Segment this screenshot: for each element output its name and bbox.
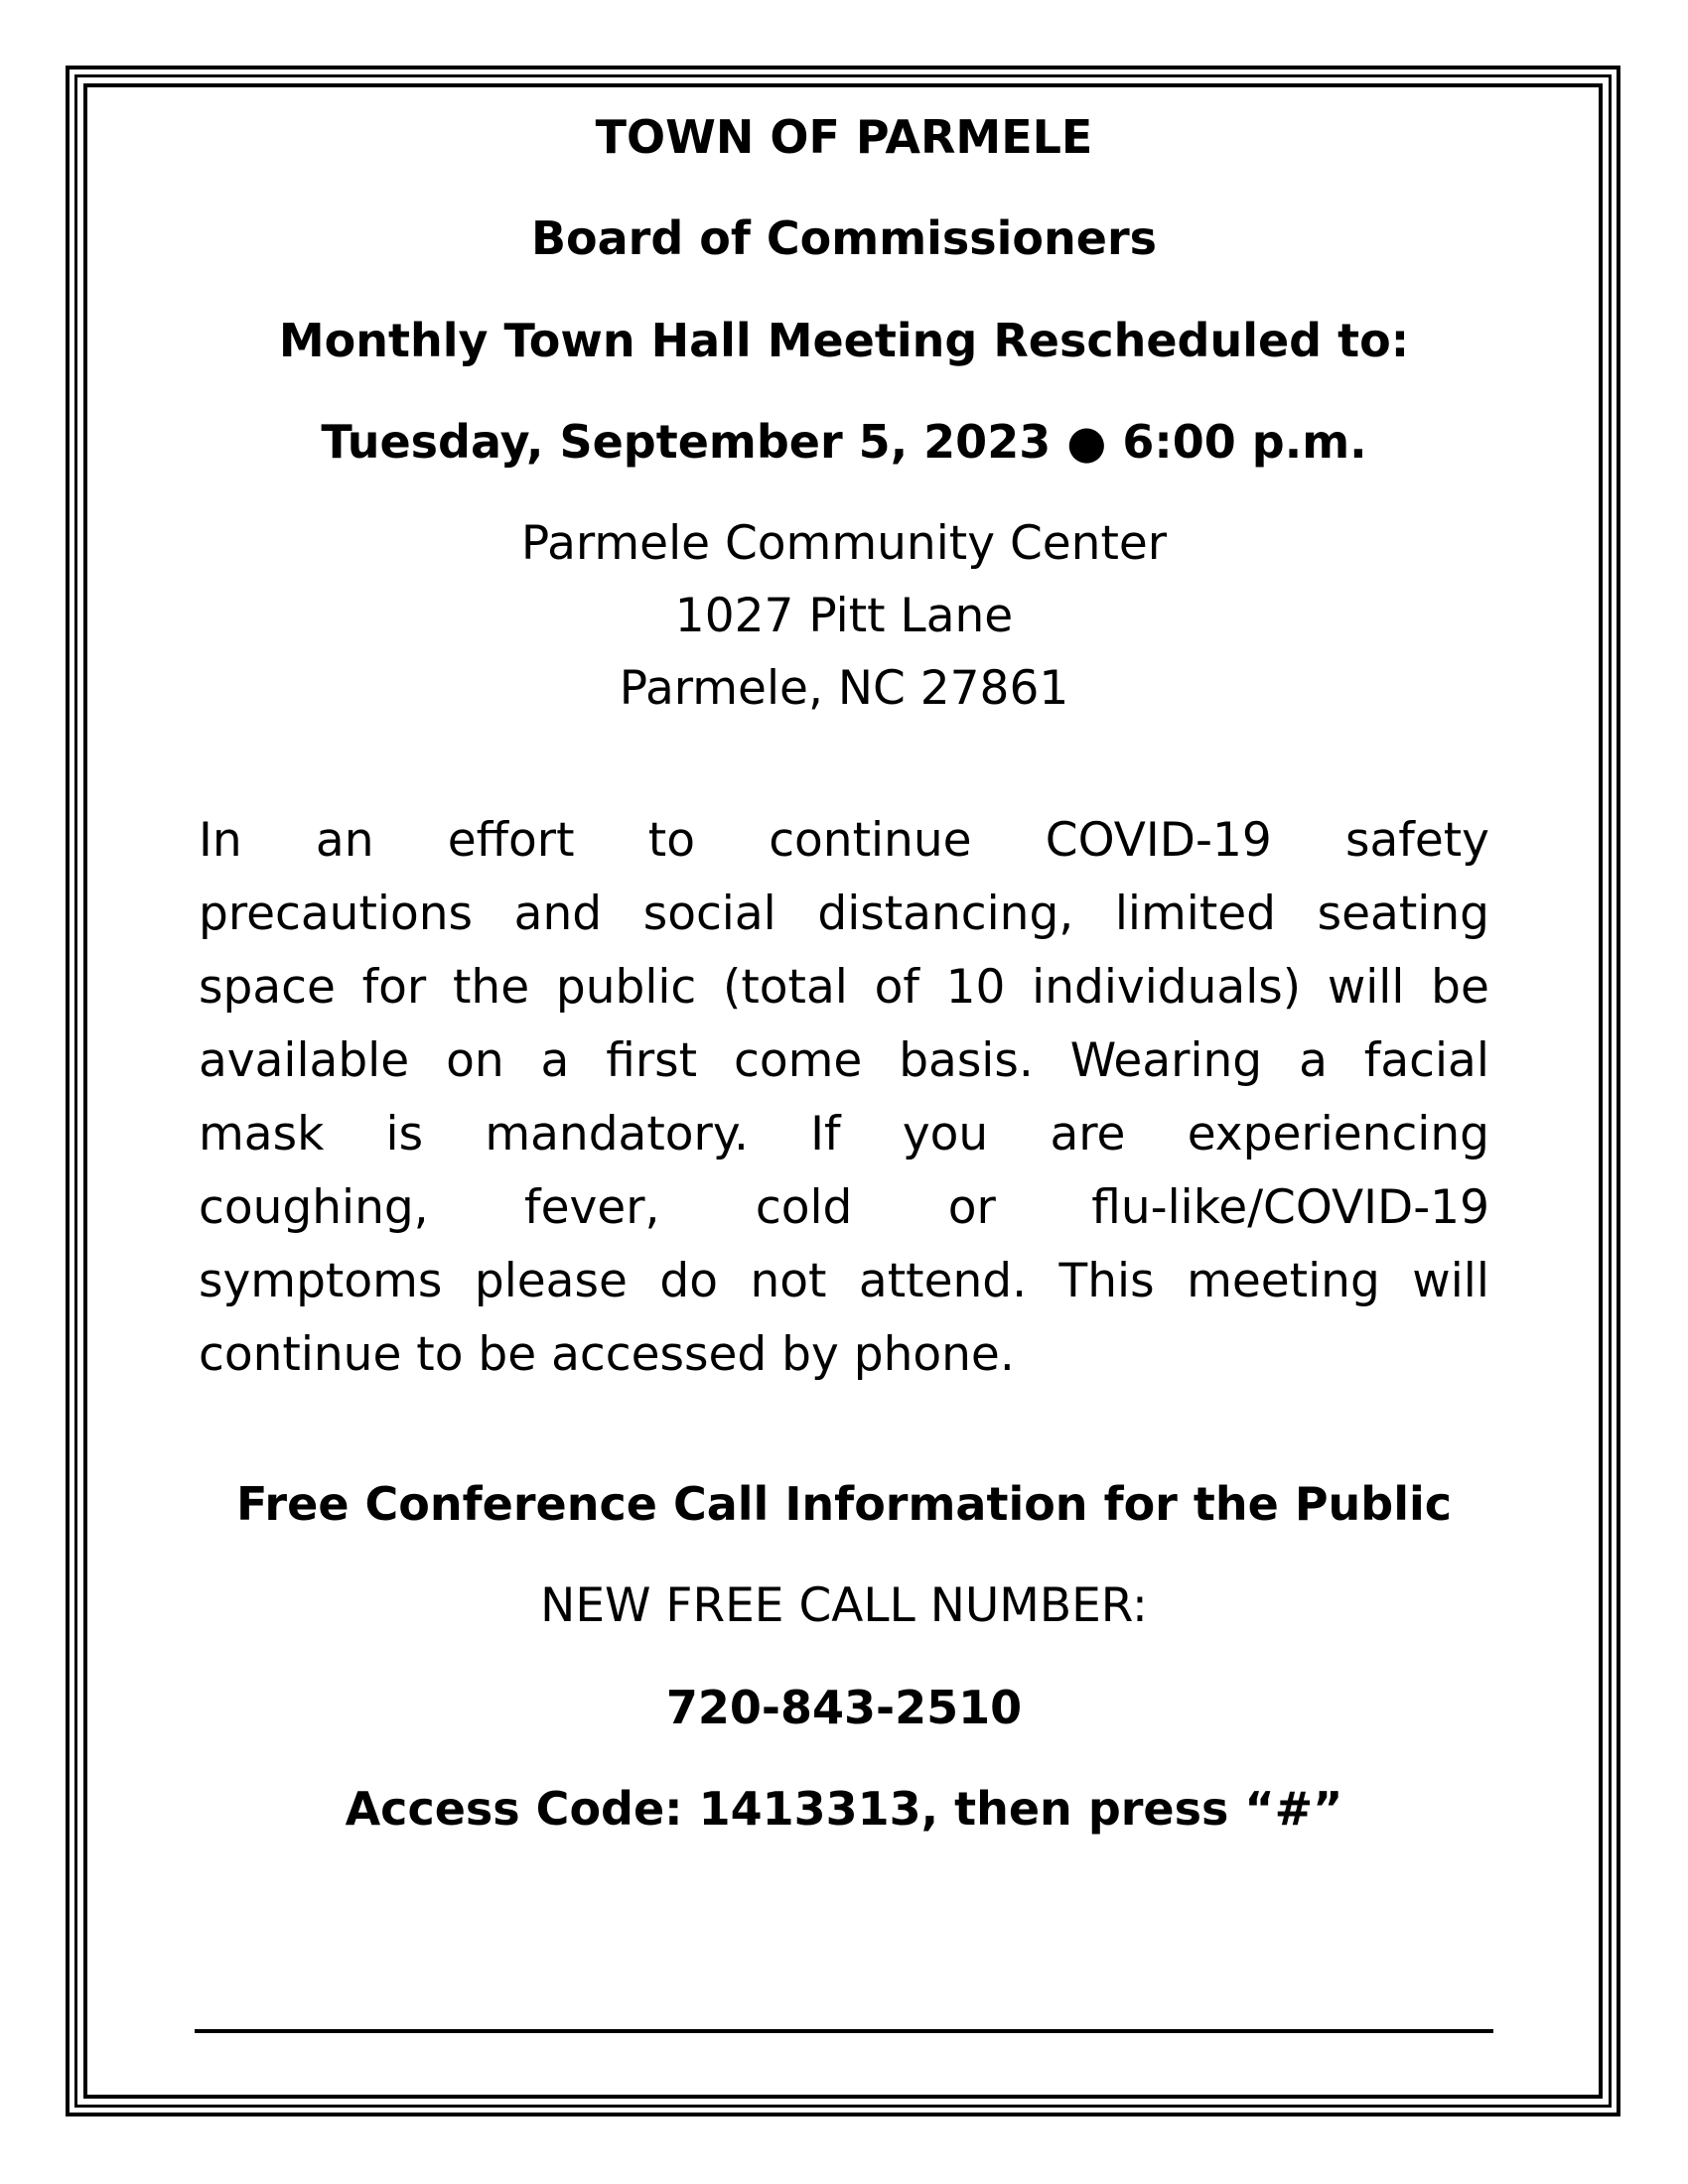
bottom-rule <box>195 2029 1493 2033</box>
location-street: 1027 Pitt Lane <box>674 589 1014 643</box>
paragraph-line: available on a first come basis. Wearing a facial <box>199 1033 1489 1088</box>
paragraph-line: continue to be accessed by phone. <box>199 1327 1015 1382</box>
paragraph-line: coughing, fever, cold or flu-like/COVID-19 <box>199 1180 1489 1235</box>
meeting-datetime: Tuesday, September 5, 2023 ● 6:00 p.m. <box>321 415 1367 469</box>
paragraph-line: precautions and social distancing, limited seating <box>199 887 1489 941</box>
location-name: Parmele Community Center <box>520 516 1168 571</box>
board-title: Board of Commissioners <box>530 211 1158 265</box>
call-number: 720-843-2510 <box>665 1681 1023 1734</box>
call-number-label: NEW FREE CALL NUMBER: <box>540 1578 1148 1633</box>
paragraph-line: In an effort to continue COVID-19 safety <box>199 813 1489 868</box>
paragraph-line: symptoms please do not attend. This meeting will <box>199 1254 1489 1308</box>
paragraph-line: mask is mandatory. If you are experiencing <box>199 1107 1489 1161</box>
paragraph-line: space for the public (total of 10 individuals) will be <box>199 960 1489 1015</box>
town-title: TOWN OF PARMELE <box>595 110 1093 164</box>
location-city: Parmele, NC 27861 <box>619 661 1069 716</box>
meeting-heading: Monthly Town Hall Meeting Rescheduled to: <box>278 314 1410 367</box>
conference-heading: Free Conference Call Information for the Public <box>235 1477 1453 1531</box>
access-code: Access Code: 1413313, then press “#” <box>345 1782 1343 1836</box>
